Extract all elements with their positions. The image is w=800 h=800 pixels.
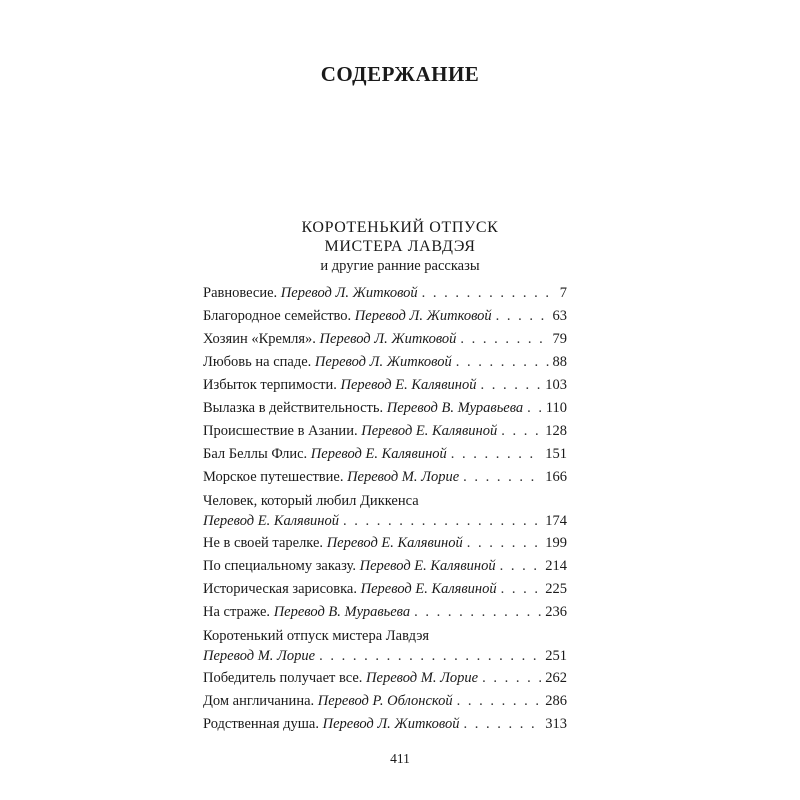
section-title-line-2: МИСТЕРА ЛАВДЭЯ [324, 238, 476, 255]
toc-entry-translator: Перевод Л. Житковой [322, 716, 460, 732]
toc-entry-page: 63 [552, 308, 567, 324]
leader-dots [496, 305, 549, 328]
toc-entry-title: Победитель получает все. Перевод М. Лорие [203, 670, 479, 686]
toc-entry-title: По специальному заказу. Перевод Е. Калявиной [203, 558, 496, 574]
toc-entry-translator: Перевод М. Лорие [347, 469, 460, 485]
toc-entry-title: Благородное семейство. Перевод Л. Житковой [203, 308, 492, 324]
toc-entry-translator: Перевод Е. Калявиной [203, 513, 340, 529]
section-heading [0, 218, 800, 276]
leader-dots [501, 578, 542, 601]
toc-entry[interactable] [203, 351, 567, 374]
toc-entry-title: Дом англичанина. Перевод Р. Облонской [203, 693, 453, 709]
toc-entry-page: 128 [545, 423, 567, 439]
page-number: 411 [390, 751, 410, 766]
toc-entry-page: 79 [552, 331, 567, 347]
toc-entry[interactable] [203, 690, 567, 713]
toc-entry-page: 214 [545, 558, 567, 574]
toc-entry-title: Вылазка в действительность. Перевод В. Муравьева [203, 400, 524, 416]
toc-entry-translator: Перевод Е. Калявиной [361, 423, 498, 439]
toc-entry[interactable] [203, 601, 567, 624]
leader-dots [481, 374, 542, 397]
toc-entry-title: Морское путешествие. Перевод М. Лорие [203, 469, 460, 485]
toc-entry-page: 251 [545, 648, 567, 664]
section-title-line-1: КОРОТЕНЬКИЙ ОТПУСК [301, 219, 499, 236]
toc-entry-translator: Перевод Е. Калявиной [310, 446, 447, 462]
toc-entry-translator: Перевод В. Муравьева [386, 400, 524, 416]
toc-entry-title: Человек, который любил Диккенса [203, 493, 419, 509]
toc-entry-page: 262 [545, 670, 567, 686]
toc-entry-translator: Перевод Е. Калявиной [326, 535, 463, 551]
leader-dots [500, 555, 542, 578]
toc-entry[interactable] [203, 282, 567, 305]
leader-dots [319, 646, 541, 666]
toc-entry-page: 88 [552, 354, 567, 370]
toc-entry-translator: Перевод Л. Житковой [280, 285, 418, 301]
toc-entry-page: 225 [545, 581, 567, 597]
toc-entry-title: Историческая зарисовка. Перевод Е. Калявиной [203, 581, 497, 597]
toc-entry-title: На страже. Перевод В. Муравьева [203, 604, 411, 620]
toc-entry-page: 7 [559, 285, 567, 301]
toc-entry-translator: Перевод Л. Житковой [314, 354, 452, 370]
leader-dots [467, 532, 542, 555]
toc-entry[interactable] [203, 667, 567, 690]
leader-dots [451, 443, 541, 466]
toc-entry-translator: Перевод Л. Житковой [354, 308, 492, 324]
toc-entry[interactable] [203, 420, 567, 443]
leader-dots [482, 667, 541, 690]
leader-dots [501, 420, 541, 443]
toc-entry[interactable] [203, 578, 567, 601]
toc-entry-page: 166 [545, 469, 567, 485]
toc-entry-title: Не в своей тарелке. Перевод Е. Калявиной [203, 535, 463, 551]
toc-entry-translator: Перевод Е. Калявиной [340, 377, 477, 393]
toc-entry[interactable] [203, 713, 567, 736]
toc-entry[interactable] [203, 328, 567, 351]
toc-entry-title: Коротенький отпуск мистера Лавдэя [203, 628, 430, 644]
toc-entry-page: 110 [545, 400, 567, 416]
toc-entry-page: 103 [545, 377, 567, 393]
toc-entry-translator: Перевод М. Лорие [366, 670, 479, 686]
toc-entry-translator: Перевод В. Муравьева [273, 604, 411, 620]
toc-entry-title: Равновесие. Перевод Л. Житковой [203, 285, 418, 301]
toc-entry[interactable] [203, 555, 567, 578]
toc-entry[interactable] [203, 624, 567, 667]
toc-entry-translator: Перевод М. Лорие [203, 648, 316, 664]
toc-entry-translator: Перевод Е. Калявиной [359, 558, 496, 574]
leader-dots [456, 351, 549, 374]
toc-entry-page: 199 [545, 535, 567, 551]
leader-dots [527, 397, 542, 420]
toc-entry-title: Любовь на спаде. Перевод Л. Житковой [203, 354, 452, 370]
section-subtitle: и другие ранние рассказы [320, 258, 480, 274]
toc-entry[interactable] [203, 305, 567, 328]
toc-entry-title: Бал Беллы Флис. Перевод Е. Калявиной [203, 446, 447, 462]
leader-dots [414, 601, 541, 624]
table-of-contents [203, 282, 567, 736]
toc-entry[interactable] [203, 466, 567, 489]
toc-entry-title: Избыток терпимости. Перевод Е. Калявиной [203, 377, 477, 393]
leader-dots [457, 690, 542, 713]
leader-dots [422, 282, 556, 305]
toc-entry-title: Происшествие в Азании. Перевод Е. Калявиной [203, 423, 498, 439]
toc-entry-title: Хозяин «Кремля». Перевод Л. Житковой [203, 331, 457, 347]
toc-entry[interactable] [203, 397, 567, 420]
toc-entry-page: 174 [545, 513, 567, 529]
toc-entry[interactable] [203, 443, 567, 466]
toc-entry-page: 236 [545, 604, 567, 620]
toc-entry-translator: Перевод Л. Житковой [319, 331, 457, 347]
toc-entry-page: 313 [545, 716, 567, 732]
toc-entry[interactable] [203, 532, 567, 555]
leader-dots [463, 466, 541, 489]
leader-dots [460, 328, 548, 351]
toc-entry-translator: Перевод Е. Калявиной [360, 581, 497, 597]
page-title: СОДЕРЖАНИЕ [320, 62, 480, 86]
toc-entry-page: 151 [545, 446, 567, 462]
toc-entry-translator: Перевод Р. Облонской [317, 693, 453, 709]
leader-dots [343, 511, 541, 531]
leader-dots [464, 713, 542, 736]
toc-entry-page: 286 [545, 693, 567, 709]
toc-entry[interactable] [203, 489, 567, 532]
toc-entry-title: Родственная душа. Перевод Л. Житковой [203, 716, 460, 732]
toc-entry[interactable] [203, 374, 567, 397]
